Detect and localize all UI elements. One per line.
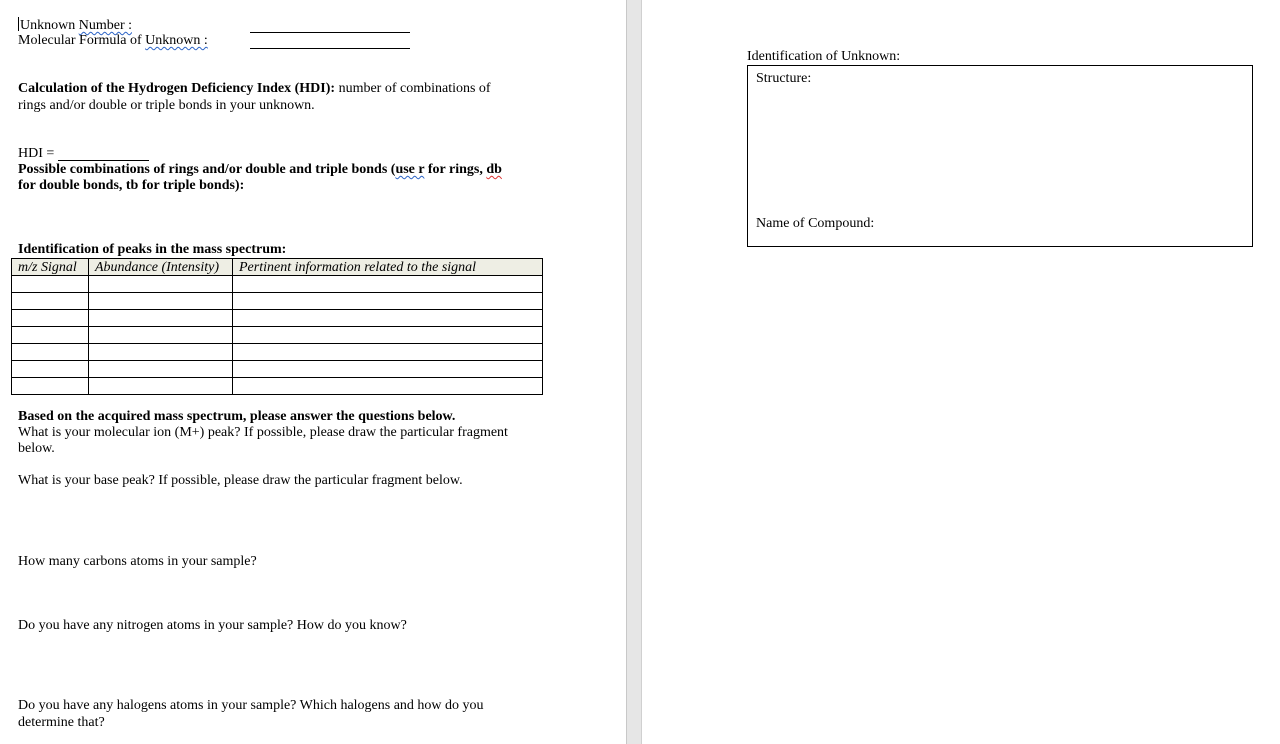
table-cell[interactable] — [233, 276, 543, 293]
compound-name-label: Name of Compound: — [756, 216, 875, 231]
table-cell[interactable] — [89, 344, 233, 361]
identification-label: Identification of Unknown: — [747, 49, 901, 64]
table-row — [12, 344, 543, 361]
db-text: db — [486, 162, 502, 177]
hdi-heading — [18, 81, 491, 97]
table-cell[interactable] — [12, 276, 89, 293]
mass-spectrum-table — [11, 258, 543, 395]
table-row — [12, 327, 543, 344]
molecular-formula-label-b: Unknown : — [145, 33, 208, 48]
table-cell[interactable] — [12, 344, 89, 361]
use-r-text: use r — [395, 162, 425, 177]
column-header-mz: m/z Signal — [12, 259, 89, 276]
molecular-formula-line[interactable] — [18, 33, 208, 49]
question-base-peak: What is your base peak? If possible, please draw the particular fragment below. — [18, 473, 463, 488]
table-cell[interactable] — [89, 327, 233, 344]
question-molecular-ion-line2: below. — [18, 441, 55, 456]
table-cell[interactable] — [89, 276, 233, 293]
hdi-equation[interactable] — [18, 146, 54, 162]
table-row — [12, 276, 543, 293]
table-cell[interactable] — [89, 310, 233, 327]
question-molecular-ion: What is your molecular ion (M+) peak? If possible, please draw the particular fragment — [18, 425, 508, 440]
document-page-left — [0, 0, 626, 744]
table-cell[interactable] — [89, 361, 233, 378]
table-cell[interactable] — [12, 327, 89, 344]
combinations-heading-line2: for double bonds, tb for triple bonds): — [18, 178, 245, 193]
text-cursor — [18, 17, 19, 31]
document-page-right — [642, 0, 1280, 744]
combinations-heading: Possible combinations of rings and/or double and triple bonds (use r for rings, db — [18, 162, 502, 177]
peaks-heading: Identification of peaks in the mass spectrum: — [18, 242, 287, 257]
table-row — [12, 361, 543, 378]
unknown-number-label-b: Number : — [78, 18, 132, 33]
table-cell[interactable] — [233, 378, 543, 395]
table-header-row — [12, 259, 543, 276]
table-cell[interactable] — [233, 344, 543, 361]
hdi-heading-rest: number of combinations of — [335, 81, 491, 96]
hdi-heading-bold: Calculation of the Hydrogen Deficiency Index (HDI): — [18, 81, 336, 96]
table-cell[interactable] — [233, 361, 543, 378]
hdi-heading-line2: rings and/or double or triple bonds in your unknown. — [18, 98, 315, 113]
molecular-formula-blank[interactable] — [250, 48, 410, 49]
column-header-abundance: Abundance (Intensity) — [89, 259, 233, 276]
based-on-heading: Based on the acquired mass spectrum, please answer the questions below. — [18, 409, 456, 424]
question-carbon-atoms: How many carbons atoms in your sample? — [18, 554, 257, 569]
hdi-equation-label: HDI = — [18, 146, 55, 161]
table-cell[interactable] — [233, 310, 543, 327]
question-halogen-atoms-line2: determine that? — [18, 715, 105, 730]
table-cell[interactable] — [12, 310, 89, 327]
column-header-pertinent-info: Pertinent information related to the signal — [233, 259, 543, 276]
table-row — [12, 378, 543, 395]
question-halogen-atoms: Do you have any halogens atoms in your sample? Which halogens and how do you — [18, 698, 484, 713]
table-cell[interactable] — [89, 293, 233, 310]
table-row — [12, 310, 543, 327]
structure-label: Structure: — [756, 71, 812, 86]
question-nitrogen-atoms: Do you have any nitrogen atoms in your sample? How do you know? — [18, 618, 407, 633]
table-cell[interactable] — [89, 378, 233, 395]
unknown-number-blank[interactable] — [250, 32, 410, 33]
identification-box[interactable] — [747, 65, 1253, 247]
table-cell[interactable] — [12, 378, 89, 395]
unknown-number-label: Unknown — [20, 18, 79, 33]
table-cell[interactable] — [233, 293, 543, 310]
table-cell[interactable] — [12, 293, 89, 310]
table-row — [12, 293, 543, 310]
unknown-number-line[interactable] — [18, 17, 132, 34]
table-cell[interactable] — [12, 361, 89, 378]
page-gutter — [626, 0, 642, 744]
hdi-blank[interactable] — [58, 160, 149, 161]
molecular-formula-label: Molecular Formula of — [18, 33, 146, 48]
table-cell[interactable] — [233, 327, 543, 344]
